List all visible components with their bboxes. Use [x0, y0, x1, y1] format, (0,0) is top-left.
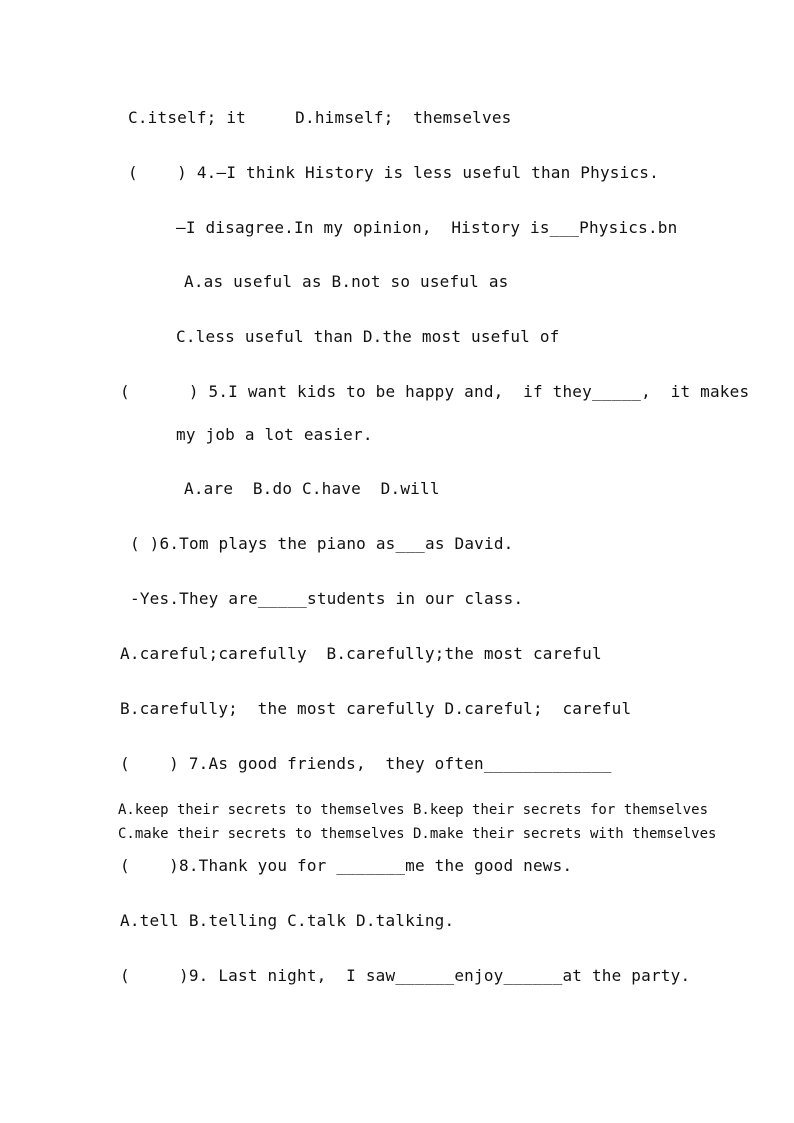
q7-question: ( ) 7.As good friends, they often_____________	[120, 754, 612, 773]
q4-response: —I disagree.In my opinion, History is___Physics.bn	[176, 218, 678, 237]
q4-question: ( ) 4.—I think History is less useful than Physics.	[128, 163, 659, 182]
q4-options-ab: A.as useful as B.not so useful as	[184, 272, 509, 291]
q5-question: ( ) 5.I want kids to be happy and, if they_____, it makes	[120, 382, 750, 401]
q6-response: -Yes.They are_____students in our class.	[130, 589, 524, 608]
q6-question: ( )6.Tom plays the piano as___as David.	[130, 534, 514, 553]
q4-options-cd: C.less useful than D.the most useful of	[176, 327, 560, 346]
q7-options-cd: C.make their secrets to themselves D.make their secrets with themselves	[118, 826, 717, 842]
q5-question-cont: my job a lot easier.	[176, 425, 373, 444]
q6-options-ab: A.careful;carefully B.carefully;the most careful	[120, 644, 602, 663]
q3-options-cd: C.itself; it D.himself; themselves	[128, 108, 512, 127]
q8-options: A.tell B.telling C.talk D.talking.	[120, 911, 455, 930]
q7-options-ab: A.keep their secrets to themselves B.keep their secrets for themselves	[118, 802, 709, 818]
q5-options: A.are B.do C.have D.will	[184, 479, 440, 498]
q6-options-cd: B.carefully; the most carefully D.careful; careful	[120, 699, 632, 718]
q8-question: ( )8.Thank you for _______me the good news.	[120, 856, 573, 875]
q9-question: ( )9. Last night, I saw______enjoy______at the party.	[120, 966, 691, 985]
